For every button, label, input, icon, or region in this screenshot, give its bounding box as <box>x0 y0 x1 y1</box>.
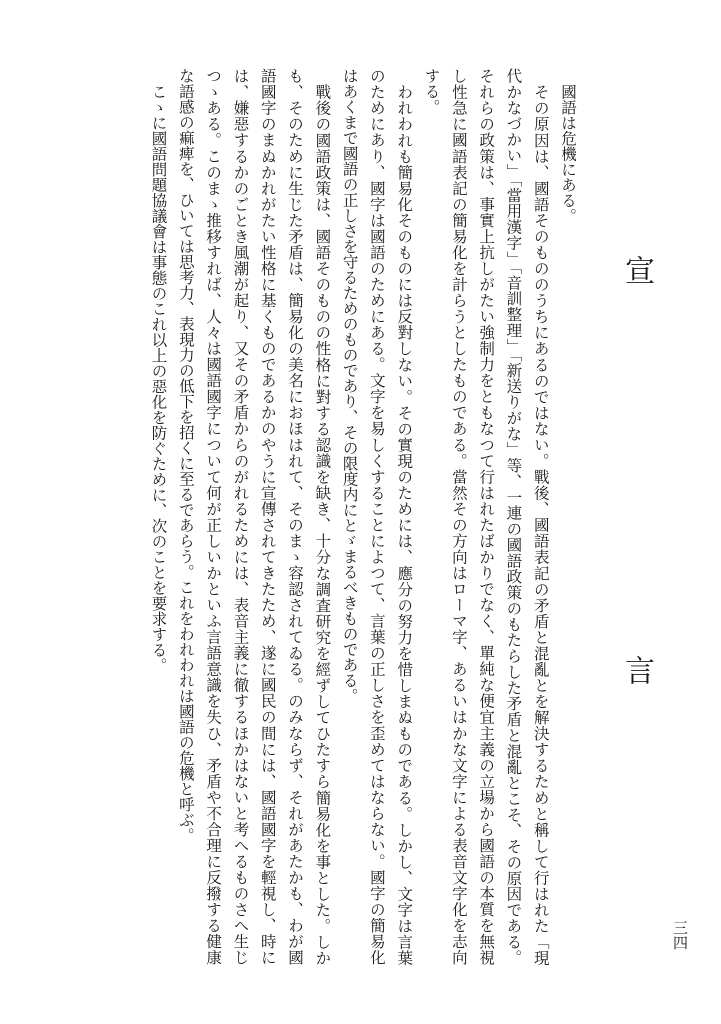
text-line: は、嫌惡するかのごとき風潮が起り、又その矛盾からのがれるためには、表音主義に徹するほかはないと考へるものさへ生じ <box>231 68 250 966</box>
text-line: な語感の痲痺を、ひいては思考力、表現力の低下を招くに至るであらう。これをわれわれは國語の危機と呼ぶ。 <box>176 68 195 843</box>
text-line: それらの政策は、事實上抗しがたい強制力をともなつて行はれたばかりでなく、單純な便宜主義の立場から國語の本質を無視 <box>477 68 496 965</box>
text-line: 語國字のまぬかれがたい性格に基くものであるかのやうに宣傳されてきたため、遂に國民の間には、國語國字を輕視し、時に <box>258 68 277 966</box>
text-line: 戰後の國語政策は、國語そのものの性格に對する認識を缺き、十分な調査研究を經ずしてひたすら簡易化を事とした。しか <box>313 83 332 966</box>
page-number: 三四 <box>671 920 689 950</box>
text-line: その原因は、國語そのもののうちにあるのではない。戰後、國語表記の矛盾と混亂とを解決するためと稱して行はれた「現 <box>531 83 550 966</box>
text-line: われわれも簡易化そのものには反對しない。その實現のためには、應分の努力を惜しまぬものである。しかし、文字は言葉 <box>395 83 414 966</box>
text-line: する。 <box>422 68 441 115</box>
text-line: 代かなづかい」「當用漢字」「音訓整理」「新送りがな」等、一連の國語政策のもたらした矛盾と混亂とこそ、その原因である。 <box>504 68 523 965</box>
text-line: のためにあり、國字は國語のためにある。文字を易しくすることによつて、言葉の正しさを歪めてはならない。國字の簡易化 <box>367 68 386 965</box>
text-line: し性急に國語表記の簡易化を計らうとしたものである。當然その方向はローマ字、あるいはかな文字による表音文字化を志向 <box>449 68 468 965</box>
body-text <box>144 68 581 965</box>
text-line: も、そのために生じた矛盾は、簡易化の美名におほはれて、そのまゝ容認されてゐる。のみならず、それがあたかも、わが國 <box>286 68 305 966</box>
text-line: つゝある。このまゝ推移すれば、人々は國語國字について何が正しいかといふ言語意識を失ひ、矛盾や不合理に反撥する健康 <box>204 68 223 966</box>
text-line: こゝに國語問題協議會は事態のこれ以上の惡化を防ぐために、次のことを要求する。 <box>149 83 168 673</box>
text-line: 國語は危機にある。 <box>559 83 577 223</box>
page-title: 宣 言 <box>619 255 654 685</box>
text-line: はあくまで國語の正しさを守るためのものであり、その限度内にとゞまるべきものである。 <box>340 68 359 704</box>
